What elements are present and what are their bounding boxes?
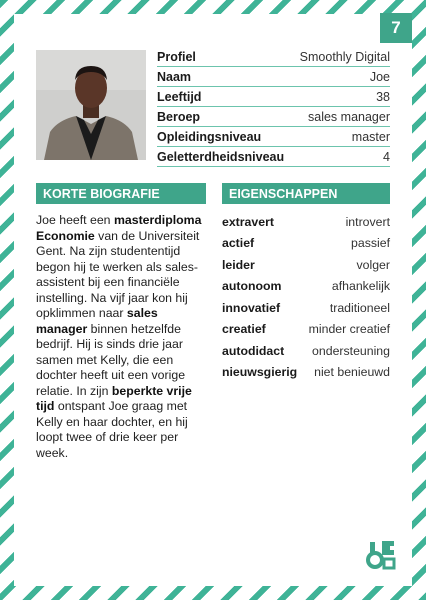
bio-text bbox=[36, 213, 208, 461]
trait-row bbox=[222, 211, 390, 233]
trait-right: volger bbox=[356, 257, 390, 272]
page-number-badge: 7 bbox=[380, 13, 412, 43]
trait-row bbox=[222, 362, 390, 384]
profile-value: 4 bbox=[383, 149, 390, 164]
brand-logo-icon bbox=[364, 537, 398, 571]
profile-value: master bbox=[351, 129, 390, 144]
profile-photo bbox=[36, 50, 146, 160]
trait-right: passief bbox=[351, 236, 390, 251]
trait-right: ondersteuning bbox=[312, 343, 390, 358]
trait-row bbox=[222, 276, 390, 298]
trait-left: autodidact bbox=[222, 343, 285, 358]
profile-label: Leeftijd bbox=[157, 89, 202, 104]
trait-left: extravert bbox=[222, 214, 274, 229]
trait-right: niet benieuwd bbox=[314, 365, 390, 380]
profile-value: Joe bbox=[369, 69, 390, 84]
trait-right: minder creatief bbox=[308, 322, 390, 337]
trait-left: actief bbox=[222, 236, 255, 251]
trait-left: autonoom bbox=[222, 279, 282, 294]
bio-text-part: ontspant Joe graag met Kelly en haar dochter, en hij loopt twee of drie keer per week. bbox=[36, 399, 188, 460]
bio-heading: KORTE BIOGRAFIE bbox=[36, 183, 206, 204]
profile-value: Smoothly Digital bbox=[299, 49, 390, 64]
trait-row bbox=[222, 297, 390, 319]
profile-value: sales manager bbox=[308, 109, 390, 124]
trait-left: innovatief bbox=[222, 300, 281, 315]
bio-highlight: beperkte vrije tijd bbox=[36, 383, 192, 413]
bio-highlight: sales manager bbox=[36, 306, 158, 336]
profile-label: Geletterdheidsniveau bbox=[157, 149, 285, 164]
trait-right: traditioneel bbox=[329, 300, 390, 315]
profile-row-opleidingsniveau bbox=[157, 127, 390, 147]
traits-list bbox=[222, 211, 390, 383]
profile-value: 38 bbox=[376, 89, 390, 104]
profile-row-beroep bbox=[157, 107, 390, 127]
bio-text-part: Joe heeft een bbox=[36, 213, 114, 227]
trait-left: creatief bbox=[222, 322, 266, 337]
trait-row bbox=[222, 340, 390, 362]
profile-label: Opleidingsniveau bbox=[157, 129, 262, 144]
trait-left: leider bbox=[222, 257, 255, 272]
bio-highlight: masterdiploma Economie bbox=[36, 213, 202, 243]
bio-text-part: van de Universiteit Gent. Na zijn studententijd begon hij te werken als sales-assistent bij een financiële instelling. Na vijf jaar kon hij opklimmen naar bbox=[36, 228, 200, 320]
profile-label: Profiel bbox=[157, 49, 196, 64]
profile-table bbox=[157, 47, 390, 167]
trait-row bbox=[222, 233, 390, 255]
profile-row-leeftijd bbox=[157, 87, 390, 107]
profile-label: Naam bbox=[157, 69, 192, 84]
trait-left: nieuwsgierig bbox=[222, 365, 298, 380]
trait-right: introvert bbox=[345, 214, 390, 229]
trait-row bbox=[222, 254, 390, 276]
traits-heading: EIGENSCHAPPEN bbox=[222, 183, 390, 204]
trait-right: afhankelijk bbox=[331, 279, 390, 294]
profile-row-naam bbox=[157, 67, 390, 87]
person-photo-icon bbox=[36, 50, 146, 160]
profile-row-geletterdheidsniveau bbox=[157, 147, 390, 167]
bio-text-part: binnen hetzelfde bedrijf. Hij is sinds drie jaar samen met Kelly, die een dochter heeft uit een vorige relatie. In zijn bbox=[36, 321, 186, 398]
trait-row bbox=[222, 319, 390, 341]
profile-label: Beroep bbox=[157, 109, 201, 124]
profile-row-profiel bbox=[157, 47, 390, 67]
